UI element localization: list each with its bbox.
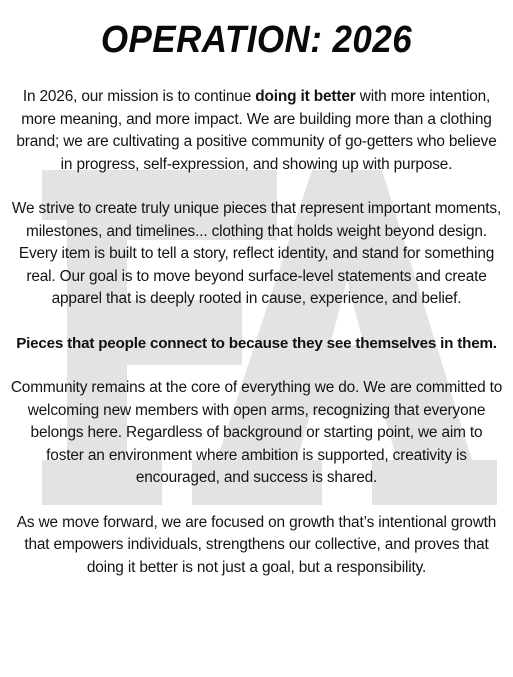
growth-paragraph: As we move forward, we are focused on growth that’s intentional growth that empowers individuals, strengthens our collective, and proves that doing it better is not just a goal, but a responsibility. [16, 513, 497, 576]
community-paragraph: Community remains at the core of everything we do. We are committed to welcoming new members with open arms, recognizing that everyone belongs here. Regardless of background or starting point, we aim to foster an environment where ambition is supported, creativity is encouraged, and success is shared. [10, 379, 503, 486]
mission-emphasis: doing it better [255, 88, 356, 105]
mission-text-before: In 2026, our mission is to continue [22, 88, 256, 105]
tagline: Pieces that people connect to because they see themselves in them. [16, 334, 497, 352]
mission-text-after: with more intention, more meaning, and more impact. We are building more than a clothing brand; we are cultivating a positive community of go-getters who believe in progress, self-expression, and showing up with purpose. [16, 88, 497, 173]
mission-paragraph [10, 86, 503, 176]
unique-pieces-paragraph: We strive to create truly unique pieces that represent important moments, milestones, and timelines... clothing that holds weight beyond design. Every item is built to tell a story, reflect identity, and stand for something real. Our goal is to move beyond surface-level statements and create apparel that is deeply rooted in cause, experience, and belief. [11, 200, 502, 307]
page-title: OPERATION: 2026 [100, 19, 413, 61]
